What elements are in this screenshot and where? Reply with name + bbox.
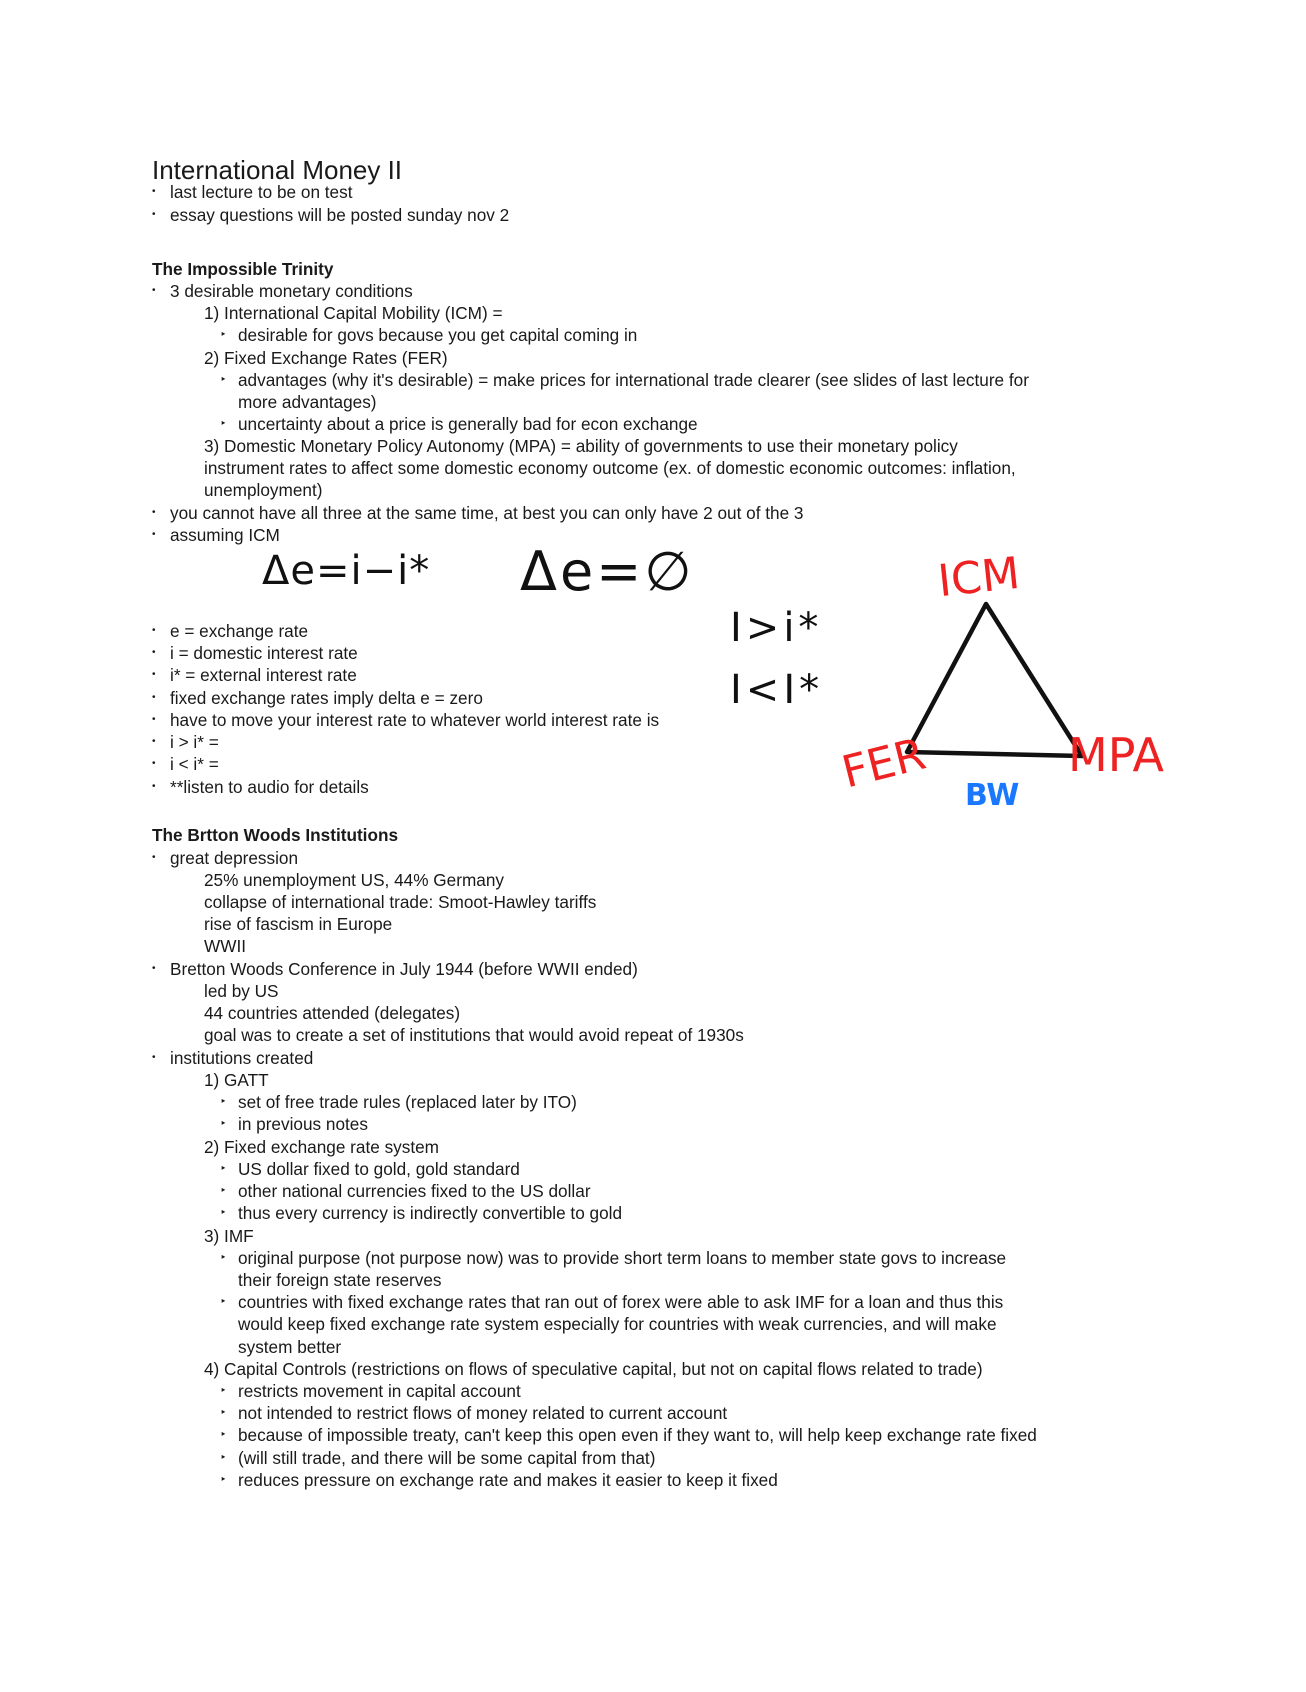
definition-item: • i < i* = [170, 754, 219, 774]
list-item: 4) Capital Controls (restrictions on flows of speculative capital, but not on capital flows related to trade) [204, 1359, 983, 1379]
list-item: • great depression [170, 848, 298, 868]
label-icm: ICM [935, 547, 1023, 608]
sub-list-item-cont: would keep fixed exchange rate system especially for countries with weak currencies, and will make [238, 1314, 997, 1334]
label-mpa: MPA [1068, 728, 1164, 782]
sub-list-item: ‣ advantages (why it's desirable) = make prices for international trade clearer (see slides of last lecture for [238, 370, 1029, 390]
list-item: 44 countries attended (delegates) [204, 1003, 461, 1023]
label-bw: BW [965, 778, 1020, 813]
list-item: 3) Domestic Monetary Policy Autonomy (MPA) = ability of governments to use their monetary policy [204, 436, 958, 456]
list-item: • you cannot have all three at the same time, at best you can only have 2 out of the 3 [170, 503, 803, 523]
sub-list-item: ‣ because of impossible treaty, can't keep this open even if they want to, will help keep exchange rate fixed [238, 1425, 1037, 1445]
sub-list-item: ‣ other national currencies fixed to the US dollar [238, 1181, 591, 1201]
list-item: collapse of international trade: Smoot-Hawley tariffs [204, 892, 597, 912]
sub-list-item: ‣ US dollar fixed to gold, gold standard [238, 1159, 520, 1179]
label-fer: FER [837, 728, 931, 799]
list-item: 3) IMF [204, 1226, 254, 1246]
list-item: rise of fascism in Europe [204, 914, 393, 934]
handwritten-equation-2: Δe=∅ [520, 540, 695, 603]
definition-item: • i = domestic interest rate [170, 643, 358, 663]
list-item: led by US [204, 981, 279, 1001]
list-item: 1) GATT [204, 1070, 269, 1090]
sub-list-item: ‣ thus every currency is indirectly convertible to gold [238, 1203, 622, 1223]
handwritten-inequality-1: I>i* [730, 605, 823, 651]
list-item-cont: instrument rates to affect some domestic economy outcome (ex. of domestic economic outcomes: inflation, [204, 458, 1016, 478]
sub-list-item: ‣ restricts movement in capital account [238, 1381, 521, 1401]
sub-list-item: ‣ uncertainty about a price is generally bad for econ exchange [238, 414, 698, 434]
section-heading-bretton-woods: The Brtton Woods Institutions [152, 825, 399, 845]
definition-item: • e = exchange rate [170, 621, 308, 641]
definition-item: • i > i* = [170, 732, 219, 752]
list-item: 2) Fixed Exchange Rates (FER) [204, 348, 448, 368]
definition-item: • i* = external interest rate [170, 665, 357, 685]
handwritten-inequality-2: I<I* [730, 667, 824, 713]
list-item: 1) International Capital Mobility (ICM) = [204, 303, 503, 323]
list-item: • assuming ICM [170, 525, 280, 545]
definition-item: • **listen to audio for details [170, 777, 369, 797]
sub-list-item-cont: more advantages) [238, 392, 377, 412]
sub-list-item: ‣ original purpose (not purpose now) was to provide short term loans to member state govs to increase [238, 1248, 1006, 1268]
sub-list-item: ‣ set of free trade rules (replaced later by ITO) [238, 1092, 577, 1112]
sub-list-item-cont: their foreign state reserves [238, 1270, 442, 1290]
list-item: WWII [204, 936, 246, 956]
sub-list-item: ‣ in previous notes [238, 1114, 368, 1134]
sub-list-item: ‣ (will still trade, and there will be some capital from that) [238, 1448, 655, 1468]
list-item: • Bretton Woods Conference in July 1944 (before WWII ended) [170, 959, 638, 979]
section-heading-trinity: The Impossible Trinity [152, 259, 334, 279]
page-title: International Money II [152, 155, 403, 185]
intro-bullet: • last lecture to be on test [170, 182, 352, 202]
sub-list-item: ‣ countries with fixed exchange rates that ran out of forex were able to ask IMF for a loan and thus this [238, 1292, 1003, 1312]
intro-bullet: • essay questions will be posted sunday nov 2 [170, 205, 509, 225]
sub-list-item: ‣ desirable for govs because you get capital coming in [238, 325, 637, 345]
definition-item: • fixed exchange rates imply delta e = zero [170, 688, 483, 708]
list-item: 2) Fixed exchange rate system [204, 1137, 440, 1157]
sub-list-item-cont: system better [238, 1337, 342, 1357]
list-item: goal was to create a set of institutions that would avoid repeat of 1930s [204, 1025, 744, 1045]
sub-list-item: ‣ reduces pressure on exchange rate and makes it easier to keep it fixed [238, 1470, 778, 1490]
sub-list-item: ‣ not intended to restrict flows of money related to current account [238, 1403, 727, 1423]
list-item: • 3 desirable monetary conditions [170, 281, 413, 301]
triangle-outline [907, 604, 1082, 756]
definition-item: • have to move your interest rate to whatever world interest rate is [170, 710, 659, 730]
handwritten-equation-1: Δe=i−i* [262, 548, 431, 594]
list-item-cont: unemployment) [204, 480, 323, 500]
list-item: • institutions created [170, 1048, 313, 1068]
list-item: 25% unemployment US, 44% Germany [204, 870, 504, 890]
